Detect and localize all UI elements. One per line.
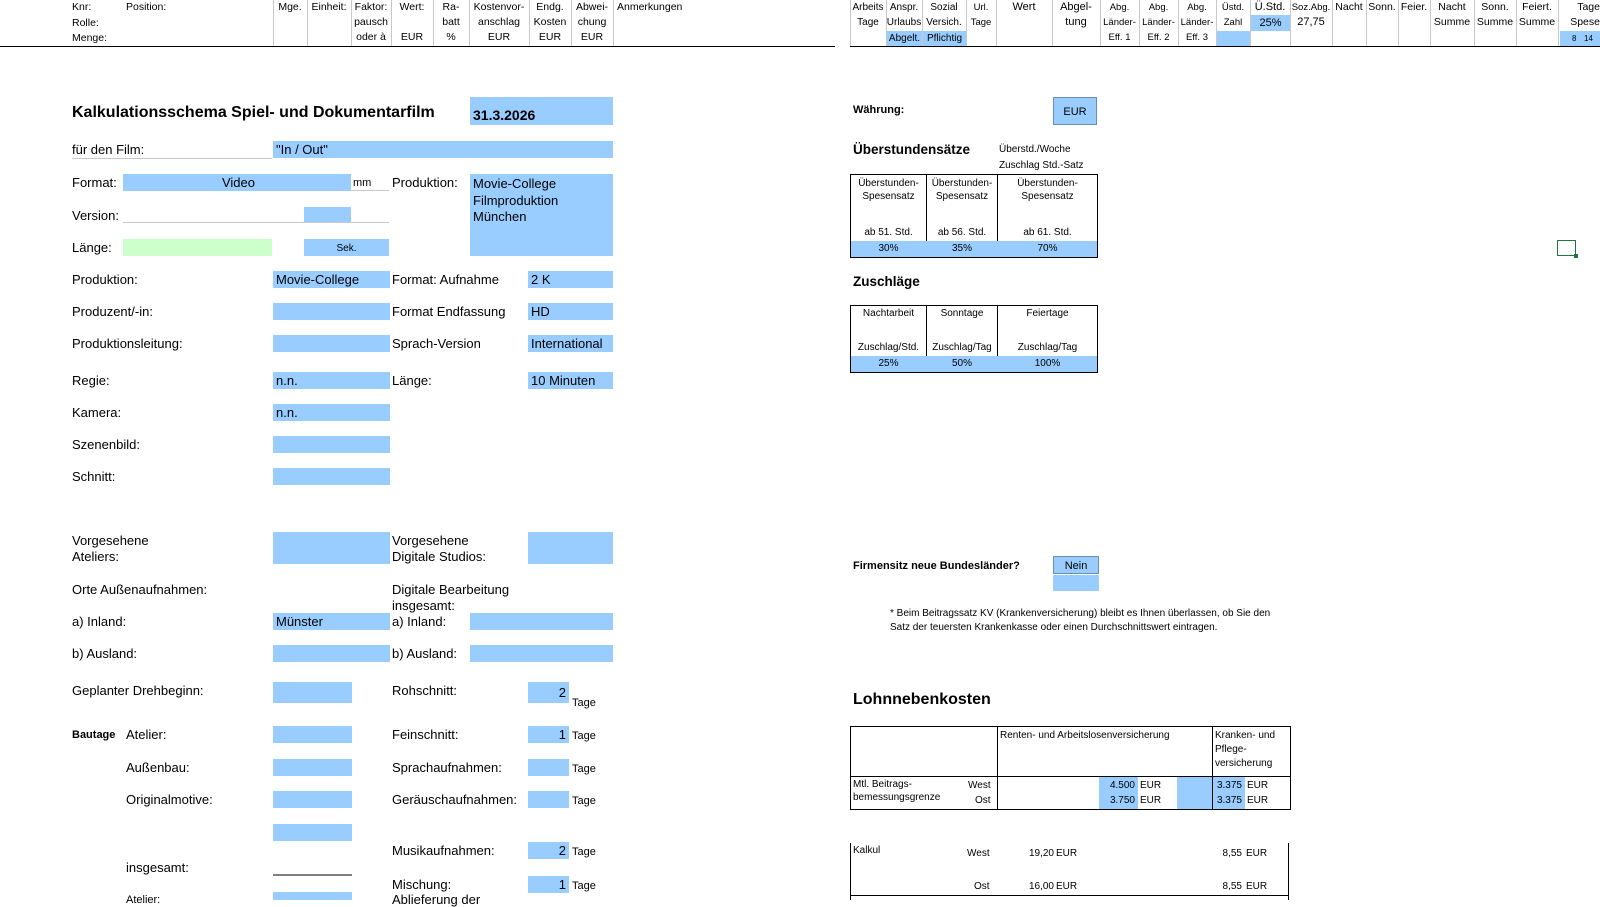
firmensitz-select[interactable]: Nein xyxy=(1053,556,1099,574)
west-label: West xyxy=(968,780,991,791)
ot-col1-sub: ab 51. Std. xyxy=(864,227,913,238)
digital-studios-input[interactable] xyxy=(528,532,613,564)
bbg-west-rv[interactable]: 4.500 xyxy=(1109,780,1135,791)
bbg-ost-rv[interactable]: 3.750 xyxy=(1109,795,1135,806)
zu-col2-head: Sonntage xyxy=(940,308,984,319)
zu-col2-sub: Zuschlag/Tag xyxy=(932,342,992,353)
ot-col2-sub: ab 56. Std. xyxy=(937,227,987,238)
extra-bautage-input[interactable] xyxy=(273,824,352,841)
originalmotive-input[interactable] xyxy=(273,791,352,808)
waehrung-label: Währung: xyxy=(853,104,905,116)
sonn-summe-header: Sonn. Summe xyxy=(1476,1,1514,28)
faktor-header: Faktor: pausch oder à xyxy=(354,1,388,43)
film-label: für den Film: xyxy=(72,142,145,157)
produktionsleitung-input[interactable] xyxy=(273,335,390,352)
sek-cell[interactable]: Sek. xyxy=(304,239,389,256)
kalk-eur-3: EUR xyxy=(1246,848,1268,859)
urlaubs-header: Anspr. Urlaubs xyxy=(886,2,922,28)
kranken-header: Kranken- und Pflege- versicherung xyxy=(1215,730,1276,769)
einheit-header: Einheit: xyxy=(311,1,347,13)
kamera-label: Kamera: xyxy=(72,405,122,420)
geraeuschaufnahmen-tage: Tage xyxy=(572,795,596,807)
musikaufnahmen-label: Musikaufnahmen: xyxy=(392,843,495,858)
eur-2: EUR xyxy=(1140,795,1162,806)
ateliers-input[interactable] xyxy=(273,532,390,564)
format-endfassung-label: Format Endfassung xyxy=(392,304,506,319)
kalk-eur-1: EUR xyxy=(1056,848,1078,859)
mge-header: Mge. xyxy=(278,1,302,13)
abg-eff3-header: Abg. Länder- Eff. 3 xyxy=(1180,2,1214,43)
ot-col1-val[interactable]: 30% xyxy=(878,243,899,254)
ateliers-label: Vorgesehene Ateliers: xyxy=(72,533,149,564)
url-tage-header: Url. Tage xyxy=(970,2,992,28)
version-label: Version: xyxy=(72,208,119,223)
abg-eff2-header: Abg. Länder- Eff. 2 xyxy=(1142,2,1175,43)
rolle-label: Rolle: xyxy=(72,16,99,29)
ustd-pct-header: Ü.Std. xyxy=(1254,1,1286,13)
rohschnitt-label: Rohschnitt: xyxy=(392,683,458,698)
wert-header: Wert: EUR xyxy=(399,1,425,43)
format-aufnahme-label: Format: Aufnahme xyxy=(392,272,499,287)
ausland-label: b) Ausland: xyxy=(72,646,138,661)
beitrag-label: Mtl. Beitrags- bemessungsgrenze xyxy=(853,779,941,803)
ot-col3-head: Überstunden- Spesensatz xyxy=(1017,178,1078,202)
produzent-input[interactable] xyxy=(273,303,390,320)
arbeitstage-header: Arbeits Tage xyxy=(852,2,884,28)
sonn-header: Sonn. xyxy=(1368,1,1396,13)
drehbeginn-input[interactable] xyxy=(273,682,352,703)
ost-label: Ost xyxy=(975,795,991,806)
sprachaufnahmen-label: Sprachaufnahmen: xyxy=(392,760,502,775)
kalkul-label: Kalkul xyxy=(853,845,881,856)
kalk-eur-4: EUR xyxy=(1246,881,1268,892)
abgeltung-header: Abgel- tung xyxy=(1060,1,1092,28)
mischung-label: Mischung: xyxy=(392,877,452,892)
zu-col3-val[interactable]: 100% xyxy=(1034,358,1061,369)
fill-handle[interactable] xyxy=(1574,254,1578,258)
format-label: Format: xyxy=(72,175,117,190)
feinschnitt-tage: Tage xyxy=(572,730,596,742)
schnitt-input[interactable] xyxy=(273,468,390,485)
renten-header: Renten- und Arbeitslosenversicherung xyxy=(1000,730,1170,741)
nacht-summe-header: Nacht Summe xyxy=(1433,1,1471,28)
ot-col3-sub: ab 61. Std. xyxy=(1023,227,1072,238)
regie-label: Regie: xyxy=(72,373,110,388)
laenge2-input[interactable]: 10 Minuten xyxy=(528,372,613,389)
rabatt-header: Ra- batt % xyxy=(442,1,460,43)
feinschnitt-label: Feinschnitt: xyxy=(392,727,459,742)
atelier-input[interactable] xyxy=(273,726,352,743)
sozial-header: Sozial Versich. xyxy=(926,2,962,28)
format-aufnahme-input[interactable]: 2 K xyxy=(528,271,613,288)
szenenbild-input[interactable] xyxy=(273,436,390,453)
sprach-version-input[interactable]: International xyxy=(528,335,613,352)
endg-kosten-header: Endg. Kosten EUR xyxy=(533,1,567,43)
kalkul-west-label: West xyxy=(967,848,990,859)
schnitt-label: Schnitt: xyxy=(72,469,116,484)
produktionsleitung-label: Produktionsleitung: xyxy=(72,336,183,351)
ot-col2-head: Überstunden- Spesensatz xyxy=(931,178,993,202)
menge-label: Menge: xyxy=(72,32,108,44)
tage-spesen-header: Tage Spese xyxy=(1570,1,1600,28)
drehbeginn-label: Geplanter Drehbeginn: xyxy=(72,683,204,698)
ustd-zahl-header: Üstd. Zahl xyxy=(1221,2,1245,28)
ausland-input[interactable] xyxy=(273,645,390,662)
lohnnebenkosten-table xyxy=(850,726,1291,810)
ot-col2-val[interactable]: 35% xyxy=(951,243,972,254)
eur-4: EUR xyxy=(1247,795,1269,806)
inland2-input[interactable] xyxy=(470,613,613,630)
anmerkungen-header: Anmerkungen xyxy=(617,1,683,13)
ueberstd-woche-label: Überstd./Woche xyxy=(999,144,1071,155)
kalk-eur-2: EUR xyxy=(1056,881,1078,892)
orte-label: Orte Außenaufnahmen: xyxy=(72,582,208,597)
position-header: Position: xyxy=(126,1,167,13)
firmensitz-extra-cell[interactable] xyxy=(1053,575,1099,591)
wert-header-right: Wert xyxy=(1012,1,1036,13)
produktion-firma-input[interactable]: Movie-College Filmproduktion München xyxy=(470,174,613,256)
knr-label: Knr: xyxy=(72,1,92,13)
form-title: Kalkulationsschema Spiel- und Dokumentarfilm xyxy=(72,104,435,121)
ueberstunden-title: Überstundensätze xyxy=(853,142,971,157)
rohschnitt-input[interactable]: 2 xyxy=(528,682,569,703)
sprach-version-label: Sprach-Version xyxy=(392,336,481,351)
eur-3: EUR xyxy=(1247,780,1269,791)
insgesamt-label: insgesamt: xyxy=(126,860,189,875)
szenenbild-label: Szenenbild: xyxy=(72,437,140,452)
zu-col3-head: Feiertage xyxy=(1026,308,1069,319)
soz-abg-header: Soz.Abg. 27,75 xyxy=(1291,2,1331,28)
bautage-label: Bautage xyxy=(72,729,116,741)
geraeuschaufnahmen-label: Geräuschaufnahmen: xyxy=(392,792,518,807)
mischung-tage: Tage xyxy=(572,880,596,892)
waehrung-select[interactable]: EUR xyxy=(1053,97,1097,125)
feier-header: Feier. xyxy=(1400,1,1428,13)
produktion2-label: Produktion: xyxy=(72,272,138,287)
atelier-label: Atelier: xyxy=(126,727,167,742)
digitale-bearbeitung-label: Digitale Bearbeitung insgesamt: xyxy=(392,582,510,613)
originalmotive-label: Originalmotive: xyxy=(126,792,213,807)
zu-col1-sub: Zuschlag/Std. xyxy=(857,342,920,353)
zu-col1-val[interactable]: 25% xyxy=(878,358,899,369)
zu-col3-sub: Zuschlag/Tag xyxy=(1017,342,1078,353)
bbg-west-kv[interactable]: 3.375 xyxy=(1216,780,1242,791)
aussenbau-input[interactable] xyxy=(273,759,352,776)
ot-col1-head: Überstunden- Spesensatz xyxy=(858,178,919,202)
produktion-label: Produktion: xyxy=(392,175,458,190)
kv-footnote: * Beim Beitragssatz KV (Krankenversicherung) bleibt es Ihnen überlassen, ob Sie den Satz der teuersten Krankenkasse oder einen Durchschnittswert eintragen. xyxy=(890,608,1271,633)
eur-1: EUR xyxy=(1140,780,1162,791)
sozial-pflichtig-cell[interactable]: Pflichtig xyxy=(923,31,966,46)
nacht-header: Nacht xyxy=(1335,1,1363,13)
mm-label: mm xyxy=(353,177,372,189)
ustd-zahl-cell[interactable] xyxy=(1217,31,1250,46)
format-input[interactable]: Video xyxy=(123,174,351,191)
regie-input[interactable]: n.n. xyxy=(273,372,390,389)
laenge2-label: Länge: xyxy=(392,373,432,388)
zuschlaege-table xyxy=(850,305,1098,373)
zu-col1-head: Nachtarbeit xyxy=(862,308,915,319)
format-endfassung-input[interactable]: HD xyxy=(528,303,613,320)
kalkul-ost-label: Ost xyxy=(974,881,990,892)
urlaubs-abgelt-cell[interactable]: Abgelt. xyxy=(888,33,921,44)
feiert-summe-header: Feiert. Summe xyxy=(1518,1,1556,28)
ustd-pct-cell[interactable]: 25% xyxy=(1251,15,1290,31)
abg-eff1-header: Abg. Länder- Eff. 1 xyxy=(1103,2,1136,43)
zuschlaege-title: Zuschläge xyxy=(853,274,920,289)
sprachaufnahmen-tage: Tage xyxy=(572,763,596,775)
mischung-input[interactable]: 1 xyxy=(528,876,569,893)
bbg-ost-kv[interactable]: 3.375 xyxy=(1216,795,1242,806)
inland-label: a) Inland: xyxy=(72,614,127,629)
laenge-label: Länge: xyxy=(72,240,112,255)
date-cell[interactable]: 31.3.2026 xyxy=(470,97,613,125)
ot-col3-val[interactable]: 70% xyxy=(1037,243,1058,254)
inland-input[interactable]: Münster xyxy=(273,613,390,630)
kalk-ost-kv: 8,55 xyxy=(1222,881,1242,892)
overtime-table xyxy=(850,174,1098,258)
film-title-input[interactable]: "In / Out" xyxy=(273,141,613,158)
musikaufnahmen-input[interactable]: 2 xyxy=(528,842,569,859)
abweichung-header: Abwei- chung EUR xyxy=(575,1,609,43)
inland2-label: a) Inland: xyxy=(392,614,447,629)
ablieferung-label: Ablieferung der xyxy=(392,892,481,907)
kalk-ost-rv: 16,00 xyxy=(1028,881,1054,892)
lohnnebenkosten-title: Lohnnebenkosten xyxy=(853,691,991,708)
sprachaufnahmen-input[interactable] xyxy=(528,759,569,776)
produktion2-input[interactable]: Movie-College xyxy=(273,271,390,288)
version-input[interactable] xyxy=(304,207,351,222)
kostenvoranschlag-header: Kostenvor- anschlag EUR xyxy=(473,1,525,43)
kalk-west-rv: 19,20 xyxy=(1028,848,1054,859)
zuschlag-std-label: Zuschlag Std.-Satz xyxy=(999,160,1084,171)
musikaufnahmen-tage: Tage xyxy=(572,846,596,858)
digital-studios-label: Vorgesehene Digitale Studios: xyxy=(392,533,486,564)
atelier2-input[interactable] xyxy=(273,892,352,900)
tage-values-cell[interactable]: 8 14 xyxy=(1560,31,1600,46)
ausland2-label: b) Ausland: xyxy=(392,646,458,661)
rohschnitt-tage: Tage xyxy=(572,697,596,709)
feinschnitt-input[interactable]: 1 xyxy=(528,726,569,743)
produzent-label: Produzent/-in: xyxy=(72,304,153,319)
atelier2-label: Atelier: xyxy=(126,894,161,906)
kamera-input[interactable]: n.n. xyxy=(273,404,390,421)
ausland2-input[interactable] xyxy=(470,645,613,662)
geraeuschaufnahmen-input[interactable] xyxy=(528,791,569,808)
aussenbau-label: Außenbau: xyxy=(126,760,190,775)
firmensitz-label: Firmensitz neue Bundesländer? xyxy=(853,560,1020,572)
laenge-input[interactable] xyxy=(123,239,272,256)
kalk-west-kv: 8,55 xyxy=(1222,848,1242,859)
zu-col2-val[interactable]: 50% xyxy=(951,358,972,369)
